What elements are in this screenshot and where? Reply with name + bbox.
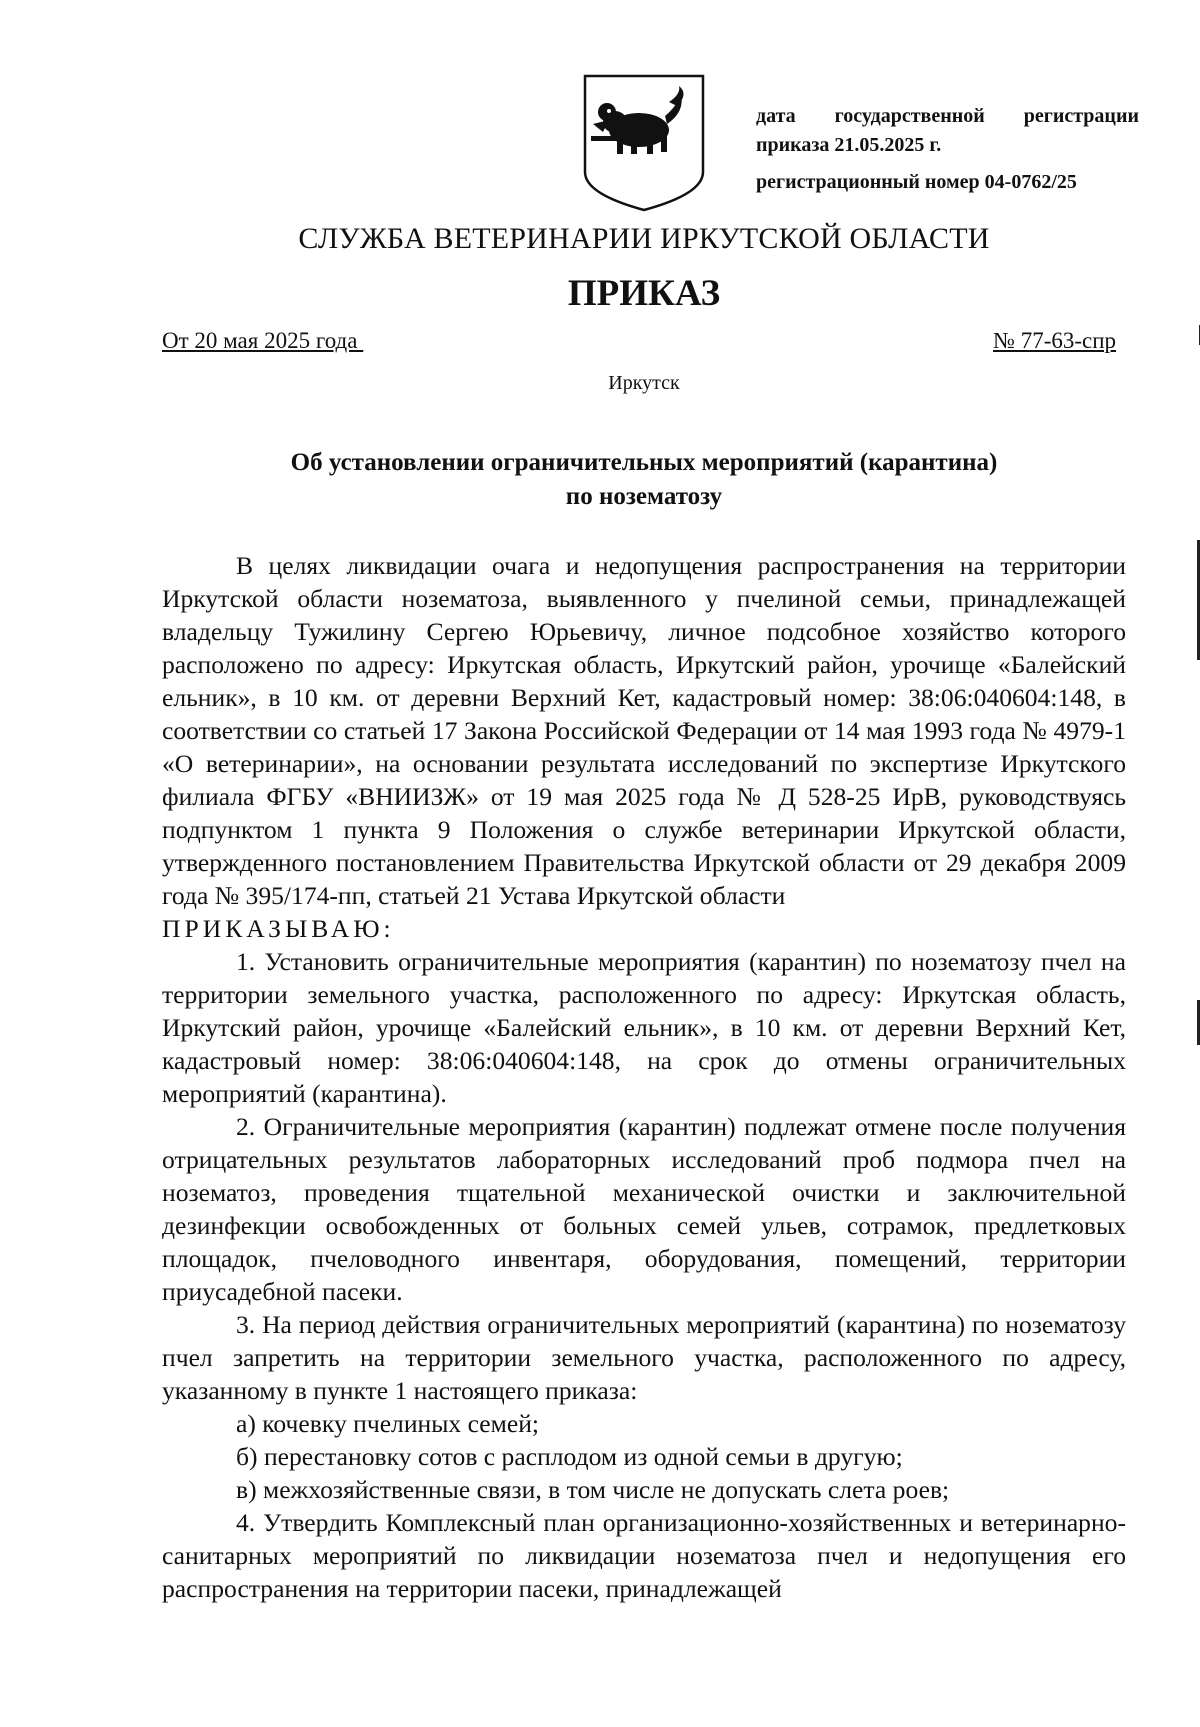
registration-stamp: [756, 102, 1156, 197]
item-4-paragraph: 4. Утвердить Комплексный план организационно-хозяйственных и ветеринарно-санитарных мероприятий по ликвидации нозематоза пчел и недопущения его распространения на территории пасеки, принадлежащей: [162, 1508, 1126, 1603]
document-type: ПРИКАЗ: [567, 273, 721, 314]
item-3a: а) кочевку пчелиных семей;: [236, 1409, 540, 1438]
order-word: ПРИКАЗЫВАЮ:: [162, 914, 395, 943]
item-1-paragraph: 1. Установить ограничительные мероприятия (карантин) по нозематозу пчел на территории земельного участка, расположенного по адресу: Иркутская область, Иркутский район, урочище «Балейский ельник», в 10 км. от деревни Верхний Кет, кадастровый номер: 38:06:040604:148, на срок до отмены ограничительных мероприятий (карантина).: [162, 947, 1126, 1108]
registration-line-2: приказа 21.05.2025 г.: [756, 134, 942, 156]
irkutsk-coat-of-arms-icon: [581, 72, 707, 214]
preamble-paragraph: В целях ликвидации очага и недопущения распространения на территории Иркутской области нозематоза, выявленного у пчелиной семьи, принадлежащей владельцу Тужилину Сергею Юрьевичу, личное подсобное хозяйство которого расположено по адресу: Иркутская область, Иркутский район, урочище «Балейский ельник», в 10 км. от деревни Верхний Кет, кадастровый номер: 38:06:040604:148, в соответствии со статьей 17 Закона Российской Федерации от 14 мая 1993 года № 4979-1 «О ветеринарии», на основании результата исследований по экспертизе Иркутского филиала ФГБУ «ВНИИЗЖ» от 19 мая 2025 года № Д 528-25 ИрВ, руководствуясь подпунктом 1 пункта 9 Положения о службе ветеринарии Иркутской области, утвержденного постановлением Правительства Иркутской области от 29 декабря 2009 года № 395/174-пп, статьей 21 Устава Иркутской области: [162, 551, 1126, 910]
city: Иркутск: [608, 372, 680, 394]
item-3b: б) перестановку сотов с расплодом из одной семьи в другую;: [236, 1442, 903, 1471]
order-date: От 20 мая 2025 года: [162, 328, 364, 353]
item-3-paragraph: 3. На период действия ограничительных мероприятий (карантина) по нозематозу пчел запретить на территории земельного участка, расположенного по адресу, указанному в пункте 1 настоящего приказа:: [162, 1310, 1126, 1405]
item-3c: в) межхозяйственные связи, в том числе не допускать слета роев;: [236, 1475, 950, 1504]
title-line-1: Об установлении ограничительных мероприятий (карантина): [290, 449, 998, 476]
title-line-2: по нозематозу: [565, 483, 723, 510]
order-number: № 77-63-спр: [993, 328, 1117, 353]
document-body: [162, 549, 1126, 1605]
registration-line-3: регистрационный номер 04-0762/25: [756, 171, 1077, 193]
item-2-paragraph: 2. Ограничительные мероприятия (карантин) подлежат отмене после получения отрицательных результатов лабораторных исследований проб подмора пчел на нозематоз, проведения тщательной механической очистки и заключительной дезинфекции освобожденных от больных семей ульев, сотрамок, предлетковых площадок, пчеловодного инвентаря, оборудования, помещений, территории приусадебной пасеки.: [162, 1112, 1126, 1306]
agency-name: СЛУЖБА ВЕТЕРИНАРИИ ИРКУТСКОЙ ОБЛАСТИ: [298, 222, 990, 255]
document-title: [162, 446, 1126, 514]
registration-line-1: дата государственной регистрации: [756, 105, 1139, 127]
